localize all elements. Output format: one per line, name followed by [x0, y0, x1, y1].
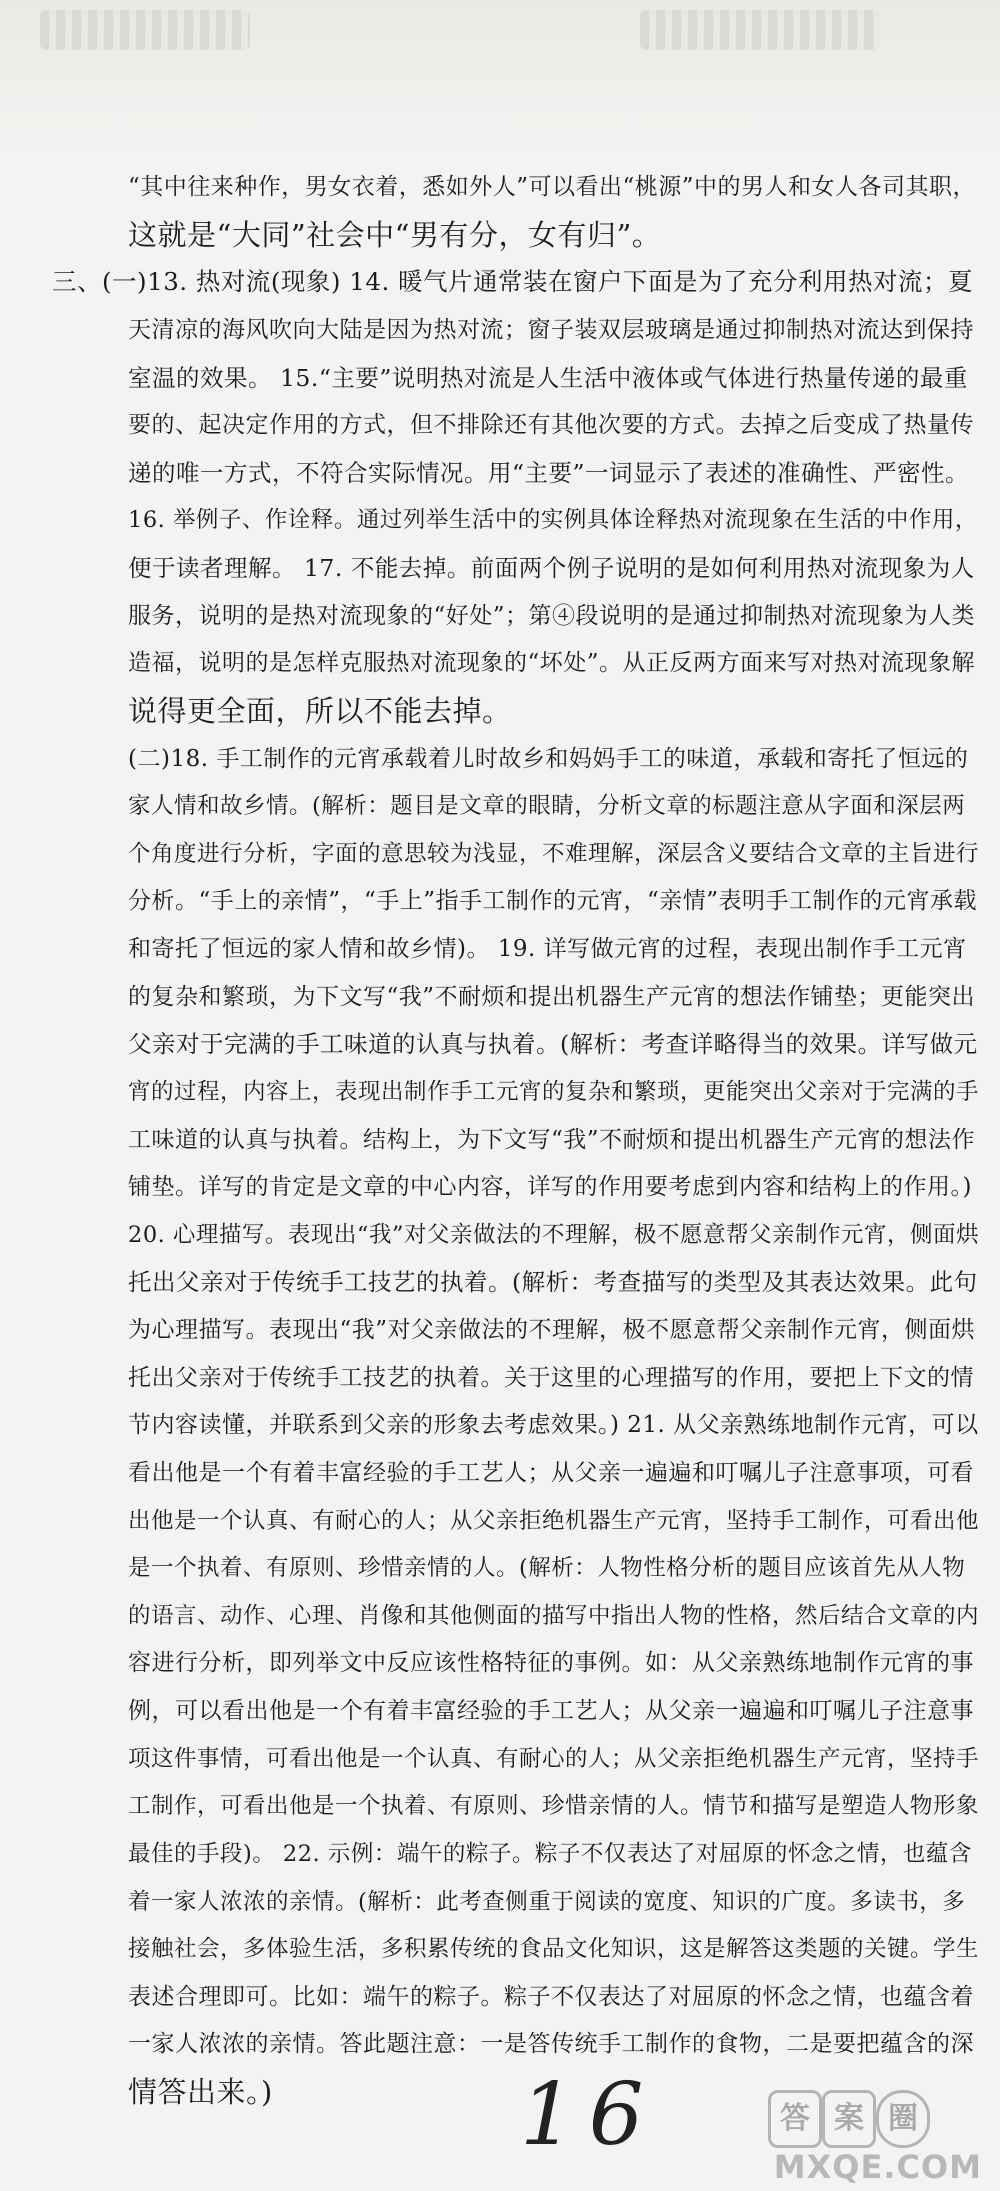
text-line: (二)18. 手工制作的元宵承载着儿时故乡和妈妈手工的味道，承载和寄托了恒远的	[128, 746, 969, 772]
text-line: 情答出来。)	[128, 2075, 273, 2109]
text-line: 服务，说明的是热对流现象的“好处”；第④段说明的是通过抑制热对流现象为人类	[128, 603, 976, 629]
text-line: 托出父亲对于传统手工技艺的执着。(解析：考查描写的类型及其表达效果。此句	[128, 1268, 978, 1296]
text-line: 20. 心理描写。表现出“我”对父亲做法的不理解，极不愿意帮父亲制作元宵，侧面烘	[128, 1222, 979, 1248]
text-line: 的语言、动作、心理、肖像和其他侧面的描写中指出人物的性格，然后结合文章的内	[128, 1603, 980, 1629]
text-line: 接触社会，多体验生活，多积累传统的食品文化知识，这是解答这类题的关键。学生	[128, 1936, 980, 1962]
text-line: 着一家人浓浓的亲情。(解析：此考查侧重于阅读的宽度、知识的广度。多读书，多	[128, 1889, 966, 1915]
text-line: 表述合理即可。比如：端午的粽子。粽子不仅表达了对屈原的怀念之情，也蕴含着	[128, 1984, 974, 2010]
text-line: 的复杂和繁琐，为下文写“我”不耐烦和提出机器生产元宵的想法作铺垫；更能突出	[128, 984, 976, 1010]
text-line: “其中往来种作，男女衣着，悉如外人”可以看出“桃源”中的男人和女人各司其职，	[128, 174, 977, 200]
watermark-glyph-1: 答	[768, 2090, 822, 2148]
text-line: 家人情和故乡情。(解析：题目是文章的眼睛，分析文章的标题注意从字面和深层两	[128, 793, 966, 819]
site-watermark	[762, 2090, 982, 2186]
text-line: 和寄托了恒远的家人情和故乡情)。 19. 详写做元宵的过程，表现出制作手工元宵	[128, 936, 967, 962]
text-line: 要的、起决定作用的方式，但不排除还有其他次要的方式。去掉之后变成了热量传	[128, 412, 974, 438]
watermark-url: MXQE.COM	[773, 2148, 982, 2186]
text-line: 分析。“手上的亲情”，“手上”指手工制作的元宵，“亲情”表明手工制作的元宵承载	[128, 888, 978, 914]
page-number: 16	[520, 2065, 658, 2165]
text-line: 是一个执着、有原则、珍惜亲情的人。(解析：人物性格分析的题目应该首先从人物	[128, 1555, 966, 1581]
text-line: 造福，说明的是怎样克服热对流现象的“坏处”。从正反两方面来写对热对流现象解	[128, 650, 976, 676]
text-line: 递的唯一方式，不符合实际情况。用“主要”一词显示了表述的准确性、严密性。	[128, 459, 970, 487]
watermark-glyph-3: 圈	[876, 2090, 930, 2148]
text-line: 个角度进行分析，字面的意思较为浅显，不难理解，深层含义要结合文章的主旨进行	[128, 841, 980, 867]
text-line: 天清凉的海风吹向大陆是因为热对流；窗子装双层玻璃是通过抑制热对流达到保持	[128, 317, 974, 343]
text-line: 父亲对于完满的手工味道的认真与执着。(解析：考查详略得当的效果。详写做元	[128, 1030, 978, 1058]
text-line: 说得更全面，所以不能去掉。	[128, 694, 512, 728]
text-line: 室温的效果。 15.“主要”说明热对流是人生活中液体或气体进行热量传递的最重	[128, 364, 968, 392]
text-line: 三、(一)13. 热对流(现象) 14. 暖气片通常装在窗户下面是为了充分利用热对流；夏	[52, 267, 974, 296]
text-line: 一家人浓浓的亲情。答此题注意：一是答传统手工制作的食物，二是要把蕴含的深	[128, 2031, 974, 2057]
text-line: 最佳的手段)。 22. 示例：端午的粽子。粽子不仅表达了对屈原的怀念之情，也蕴含	[128, 1841, 972, 1867]
text-line: 节内容读懂，并联系到父亲的形象去考虑效果。) 21. 从父亲熟练地制作元宵，可以	[128, 1412, 979, 1438]
text-line: 铺垫。详写的肯定是文章的中心内容，详写的作用要考虑到内容和结构上的作用。)	[128, 1174, 972, 1200]
text-line: 便于读者理解。 17. 不能去掉。前面两个例子说明的是如何利用热对流现象为人	[128, 554, 975, 582]
text-line: 工味道的认真与执着。结构上，为下文写“我”不耐烦和提出机器生产元宵的想法作	[128, 1127, 976, 1153]
watermark-glyph-2: 案	[822, 2090, 876, 2148]
text-line: 这就是“大同”社会中“男有分，女有归”。	[128, 218, 662, 252]
text-line: 看出他是一个有着丰富经验的手工艺人；从父亲一遍遍和叮嘱儿子注意事项，可看	[128, 1460, 974, 1486]
text-line: 16. 举例子、作诠释。通过列举生活中的实例具体诠释热对流现象在生活的中作用，	[128, 507, 978, 533]
text-line: 出他是一个认真、有耐心的人；从父亲拒绝机器生产元宵，坚持手工制作，可看出他	[128, 1508, 980, 1534]
text-line: 项这件事情，可看出他是一个认真、有耐心的人；从父亲拒绝机器生产元宵，坚持手	[128, 1746, 980, 1772]
text-line: 例，可以看出他是一个有着丰富经验的手工艺人；从父亲一遍遍和叮嘱儿子注意事	[128, 1698, 974, 1724]
text-line: 托出父亲对于传统手工技艺的执着。关于这里的心理描写的作用，要把上下文的情	[128, 1365, 974, 1391]
text-line: 工制作，可看出他是一个执着、有原则、珍惜亲情的人。情节和描写是塑造人物形象	[128, 1793, 980, 1819]
text-line: 为心理描写。表现出“我”对父亲做法的不理解，极不愿意帮父亲制作元宵，侧面烘	[128, 1317, 976, 1343]
text-line: 容进行分析，即列举文中反应该性格特征的事例。如：从父亲熟练地制作元宵的事	[128, 1650, 974, 1676]
text-line: 宵的过程，内容上，表现出制作手工元宵的复杂和繁琐，更能突出父亲对于完满的手	[128, 1079, 980, 1105]
